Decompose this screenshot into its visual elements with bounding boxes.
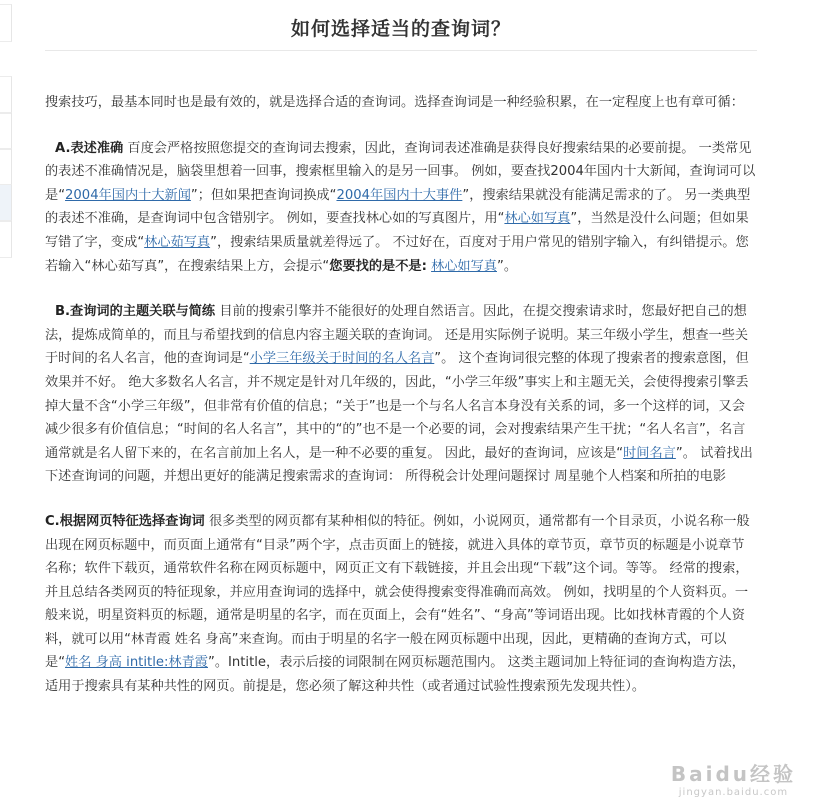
section-a-paragraph: A.表述准确 百度会严格按照您提交的查询词去搜索，因此，查询词表述准确是获得良好搜索结果的必要前提。 一类常见的表述不准确情况是，脑袋里想着一回事，搜索框里输入的是另一回事。 例如，要查找2004年国内十大新闻，查询词可以是“2004年国内十大新闻”；但如果把查询词换成“2004年国内十大事件”，搜索结果就没有能满足需求的了。 另一类典型的表述不准确，是查询词中包含错别字。 例如，要查找林心如的写真图片，用“林心如写真”，当然是没什么问题；但如果写错了字，变成“林心茹写真”，搜索结果质量就差得远了。 不过好在，百度对于用户常见的错别字输入，有纠错提示。您若输入“林心茹写真”，在搜索结果上方，会提示“您要找的是不是: 林心如写真”。 — [45, 140, 756, 274]
section-b-text: 。 这个查询词很完整的体现了搜索者的搜索意图，但效果并不好。 绝大多数名人名言，并不规定是针对几年级的，因此，“小学三年级”事实上和主题无关，会使得搜索引擎丢掉大量不含“小学三年级”，但非常有价值的信息；“关于”也是一个与名人名言本身没有关系的词，多一个这样的词，又会减少很多有价值信息；“时间的名人名言”，其中的“的”也不是一个必要的词，会对搜索结果产生干扰；“名人名言”，名言通常就是名人留下来的，在名言前加上名人，是一种不必要的重复。 因此，最好的查询词，应该是 — [45, 351, 749, 461]
article-title: 如何选择适当的查询词？ — [290, 18, 511, 40]
query-link[interactable]: 2004年国内十大新闻 — [65, 187, 191, 203]
query-link[interactable]: 林心如写真 — [504, 211, 571, 227]
section-a-text: 百度会严格按照您提交的查询词去搜索，因此，查询词表述准确是获得良好搜索结果的必要前提。 一类常见的表述不准确情况是，脑袋里想着一回事，搜索框里输入的是另一回事。 例如，要查找2004年国内十大新闻，查询词可以是 — [45, 140, 756, 203]
watermark-url: jingyan.baidu.com — [678, 787, 789, 798]
query-link[interactable]: 林心如写真 — [431, 258, 497, 274]
section-a-text: ，当然是没什么问题；但如果写错了字，变成 — [45, 211, 749, 250]
section-a-text: ，搜索结果质量就差得远了。 不过好在，百度对于用户常见的错别字输入，有纠错提示。您若输入“林心茹写真”，在搜索结果上方，会提示 — [45, 234, 749, 274]
sidebar-item[interactable] — [0, 220, 12, 258]
sidebar-item-active[interactable] — [0, 184, 12, 222]
section-b-text: 目前的搜索引擎并不能很好的处理自然语言。因此，在提交搜索请求时，您最好把自己的想法，提炼成简单的，而且与希望找到的信息内容主题关联的查询词。 还是用实际例子说明。某三年级小学生，想查一些关于时间的名人名言，他的查询词是 — [45, 304, 749, 367]
query-link[interactable]: 姓名 身高 intitle:林青霞 — [65, 655, 208, 671]
sidebar-item[interactable] — [0, 148, 12, 186]
query-link[interactable]: 林心茹写真 — [144, 234, 211, 250]
section-a-text: 。 — [503, 258, 518, 274]
section-c-heading: C.根据网页特征选择查询词 — [45, 513, 205, 529]
query-link[interactable]: 2004年国内十大事件 — [336, 187, 463, 203]
spelling-hint: 您要找的是不是: — [329, 258, 427, 274]
section-c-paragraph: C.根据网页特征选择查询词 很多类型的网页都有某种相似的特征。例如，小说网页，通常都有一个目录页，小说名称一般出现在网页标题中，而页面上通常有“目录”两个字，点击页面上的链接，就进入具体的章节页，章节页的标题是小说章节名称；软件下载页，通常软件名称在网页标题中，网页正文有下载链接，并且会出现“下载”这个词。等等。 经常的搜索，并且总结各类网页的特征现象，并应用查询词的选择中，就会使得搜索变得准确而高效。 例如，找明星的个人资料页。一般来说，明星资料页的标题，通常是明星的名字，而在页面上，会有“姓名”、“身高”等词语出现。比如找林青霞的个人资料，就可以用“林青霞 姓名 身高”来查询。而由于明星的名字一般在网页标题中出现，因此，更精确的查询方式，可以是“姓名 身高 intitle:林青霞”。Intitle，表示后接的词限制在网页标题范围内。 这类主题词加上特征词的查询构造方法，适用于搜索具有某种共性的网页。前提是，您必须了解这种共性（或者通过试验性搜索预先发现共性）。 — [45, 513, 750, 695]
left-sidebar — [0, 0, 12, 806]
section-a-text: ；但如果把查询词换成 — [197, 187, 330, 203]
intro-paragraph: 搜索技巧，最基本同时也是最有效的，就是选择合适的查询词。选择查询词是一种经验积累，在一定程度上也有章可循： — [45, 95, 744, 110]
query-link[interactable]: 时间名言 — [623, 445, 676, 461]
article-body — [45, 91, 757, 699]
sidebar-item[interactable] — [0, 76, 12, 114]
watermark — [671, 758, 796, 798]
watermark-logo-text: Baidu经验 — [670, 762, 796, 786]
section-a-text: ，搜索结果就没有能满足需求的了。 另一类典型的表述不准确，是查询词中包含错别字。 例如，要查找林心如的写真图片，用 — [45, 187, 751, 227]
sidebar-item[interactable] — [0, 112, 12, 150]
section-b-heading: B.查询词的主题关联与简练 — [55, 304, 216, 320]
title-divider — [45, 50, 757, 51]
sidebar-item[interactable] — [0, 4, 12, 42]
section-b-paragraph: B.查询词的主题关联与简练 目前的搜索引擎并不能很好的处理自然语言。因此，在提交搜索请求时，您最好把自己的想法，提炼成简单的，而且与希望找到的信息内容主题关联的查询词。 还是用实际例子说明。某三年级小学生，想查一些关于时间的名人名言，他的查询词是“小学三年级关于时间的名人名言”。 这个查询词很完整的体现了搜索者的搜索意图，但效果并不好。 绝大多数名人名言，并不规定是针对几年级的，因此，“小学三年级”事实上和主题无关，会使得搜索引擎丢掉大量不含“小学三年级”，但非常有价值的信息；“关于”也是一个与名人名言本身没有关系的词，多一个这样的词，又会减少很多有价值信息；“时间的名人名言”，其中的“的”也不是一个必要的词，会对搜索结果产生干扰；“名人名言”，名言通常就是名人留下来的，在名言前加上名人，是一种不必要的重复。 因此，最好的查询词，应该是“时间名言”。 试着找出下述查询词的问题，并想出更好的能满足搜索需求的查询词： 所得税会计处理问题探讨 周星驰个人档案和所拍的电影 — [45, 304, 753, 485]
query-link[interactable]: 小学三年级关于时间的名人名言 — [249, 351, 435, 367]
section-c-text: 很多类型的网页都有某种相似的特征。例如，小说网页，通常都有一个目录页，小说名称一般出现在网页标题中，而页面上通常有“目录”两个字，点击页面上的链接，就进入具体的章节页，章节页的标题是小说章节名称；软件下载页，通常软件名称在网页标题中，网页正文有下载链接，并且会出现“下载”这个词。等等。 经常的搜索，并且总结各类网页的特征现象，并应用查询词的选择中，就会使得搜索变得准确而高效。 例如，找明星的个人资料页。一般来说，明星资料页的标题，通常是明星的名字，而在页面上，会有“姓名”、“身高”等词语出现。比如找林青霞的个人资料，就可以用“林青霞 姓名 身高”来查询。而由于明星的名字一般在网页标题中出现，因此，更精确的查询方式，可以是 — [45, 513, 750, 671]
article — [45, 0, 757, 806]
section-b-text: 。 试着找出下述查询词的问题，并想出更好的能满足搜索需求的查询词： 所得税会计处理问题探讨 周星驰个人档案和所拍的电影 — [45, 445, 753, 485]
section-a-heading: A.表述准确 — [55, 140, 124, 156]
section-c-text: 。Intitle，表示后接的词限制在网页标题范围内。 这类主题词加上特征词的查询构造方法，适用于搜索具有某种共性的网页。前提是，您必须了解这种共性（或者通过试验性搜索预先发现共性）。 — [45, 655, 745, 695]
